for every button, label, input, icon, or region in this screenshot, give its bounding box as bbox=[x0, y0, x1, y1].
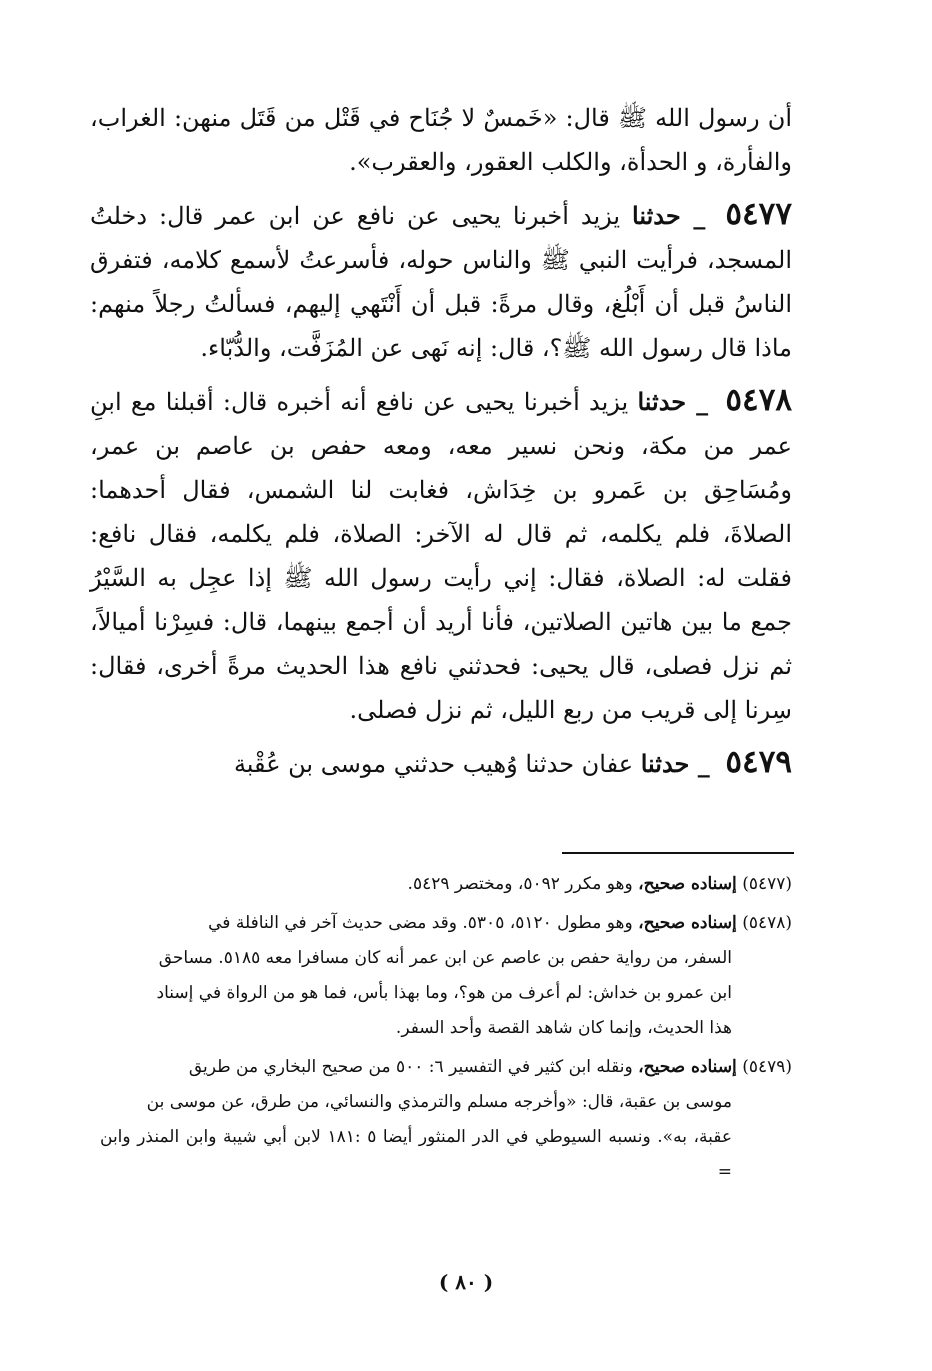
hadith-number: ٥٤٧٨ bbox=[725, 382, 792, 418]
footnote-ref: (٥٤٧٧) bbox=[742, 874, 792, 894]
footnote-line: وهو مكرر ٥٠٩٢، ومختصر ٥٤٢٩. bbox=[407, 874, 639, 894]
hadith-text: يزيد أخبرنا يحيى عن نافع عن ابن عمر قال: دخلتُ المسجد، فرأيت النبي ﷺ والناس حوله، فأسرعتُ لأسمع كلامه، فتفرق الناسُ قبل أن أَبْلُغ، وقال مرةً: قبل أن أَنْتَهي إليهم، فسألتُ رجلاً منهم: ماذا قال رسول الله ﷺ؟، قال: إنه نَهى عن المُزَفَّت، والدُّبّاء. bbox=[90, 202, 792, 362]
hadith-text: عفان حدثنا وُهيب حدثني موسى بن عُقْبة bbox=[233, 750, 634, 778]
footnote-line: هذا الحديث، وإنما كان شاهد القصة وأحد السفر. bbox=[395, 1018, 732, 1038]
footnotes bbox=[100, 867, 792, 1194]
hadith-5477 bbox=[90, 192, 792, 370]
footnote-line: عقبة، به». ونسبه السيوطي في الدر المنثور أيضا ٥ :١٨١ لابن أبي شيبة وابن المنذر وابن = bbox=[100, 1127, 732, 1182]
intro-paragraph: أن رسول الله ﷺ قال: «خَمسٌ لا جُنَاح في قَتْل من قَتَل منهن: الغراب، والفأرة، و الحدأة، والكلب العقور، والعقرب». bbox=[90, 104, 792, 176]
hadith-lead: _ حدثنا bbox=[640, 749, 710, 778]
footnote-5478 bbox=[100, 906, 792, 1046]
footnote-ref: (٥٤٧٩) bbox=[742, 1057, 792, 1077]
footnote-line: ونقله ابن كثير في التفسير ٦: ٥٠٠ من صحيح البخاري من طريق bbox=[188, 1057, 639, 1077]
footnote-line: موسى بن عقبة، قال: «وأخرجه مسلم والترمذي والنسائي، من طرق، عن موسى بن bbox=[146, 1092, 732, 1112]
footnote-5477 bbox=[100, 867, 792, 902]
hadith-lead: _ حدثنا bbox=[632, 201, 706, 230]
main-text bbox=[90, 96, 792, 794]
footnote-5479 bbox=[100, 1050, 792, 1190]
footnote-grading: إسناده صحيح، bbox=[638, 1057, 737, 1077]
hadith-5478 bbox=[90, 378, 792, 732]
footnote-line: ابن عمرو بن خداش: لم أعرف من هو؟، وما بهذا بأس، فما هو من الرواة في إسناد bbox=[156, 983, 732, 1003]
footnote-ref: (٥٤٧٨) bbox=[742, 913, 792, 933]
hadith-5479 bbox=[90, 740, 792, 786]
hadith-number: ٥٤٧٩ bbox=[725, 744, 792, 780]
page-number: ( ٨٠ ) bbox=[438, 1270, 494, 1294]
footnote-line: وهو مطول ٥١٢٠، ٥٣٠٥. وقد مضى حديث آخر في النافلة في bbox=[208, 913, 639, 933]
footnote-separator bbox=[562, 852, 794, 854]
footnote-grading: إسناده صحيح، bbox=[638, 874, 737, 894]
footnote-line: السفر، من رواية حفص بن عاصم عن ابن عمر أنه كان مسافرا معه ٥١٨٥. مساحق bbox=[158, 948, 732, 968]
hadith-lead: _ حدثنا bbox=[637, 387, 709, 416]
hadith-text: يزيد أخبرنا يحيى عن نافع أنه أخبره قال: أقبلنا مع ابنِ عمر من مكة، ونحن نسير معه، ومعه حفص بن عاصم بن عمر، ومُسَاحِق بن عَمرو بن خِدَاش، فغابت لنا الشمس، فقال أحدهما: الصلاةَ، فلم يكلمه، ثم قال له الآخر: الصلاة، فلم يكلمه، فقال نافع: فقلت له: الصلاة، فقال: إني رأيت رسول الله ﷺ إذا عجِل به السَّيْرُ جمع ما بين هاتين الصلاتين، فأنا أريد أن أجمع بينهما، قال: فسِرْنا أميالاً، ثم نزل فصلى، قال يحيى: فحدثني نافع هذا الحديث مرةً أخرى، فقال: سِرنا إلى قريب من ربع الليل، ثم نزل فصلى. bbox=[90, 388, 793, 724]
footnote-grading: إسناده صحيح، bbox=[638, 913, 737, 933]
hadith-number: ٥٤٧٧ bbox=[725, 196, 792, 232]
